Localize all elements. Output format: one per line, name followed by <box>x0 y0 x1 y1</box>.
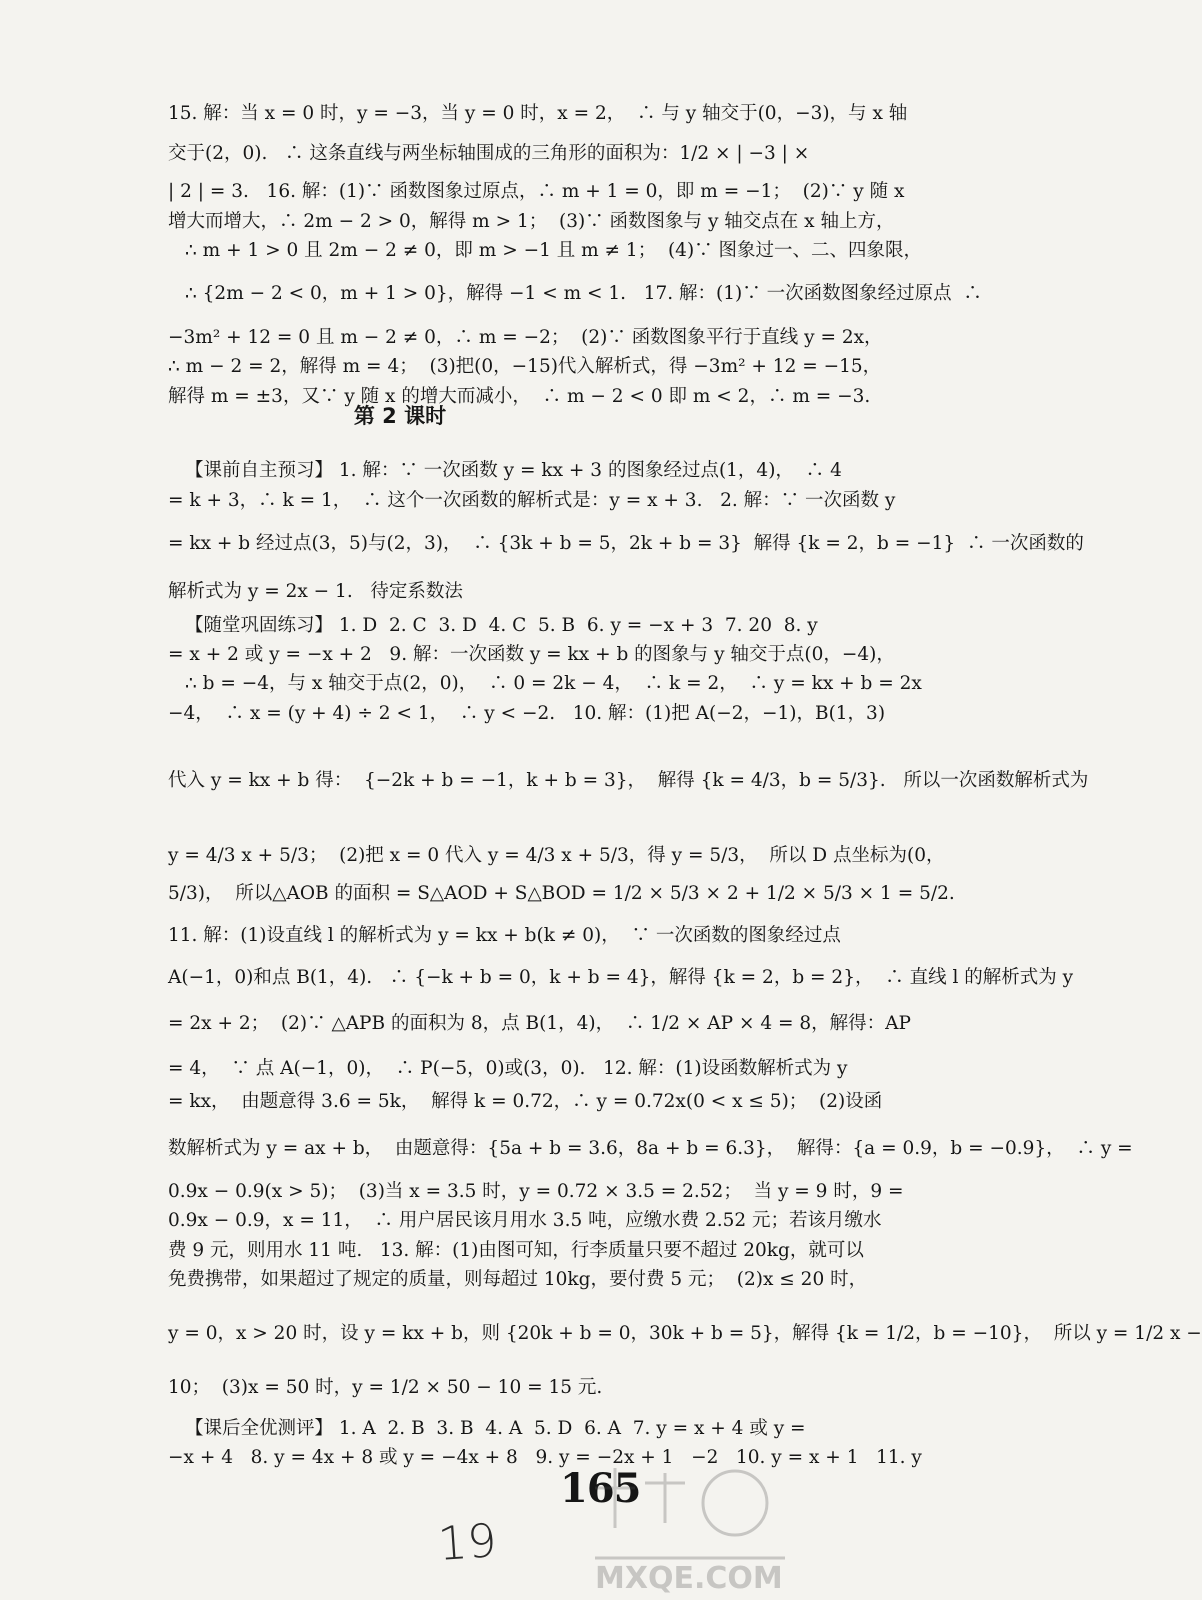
text-line: 免费携带，如果超过了规定的质量，则每超过 10kg，要付费 5 元； (2)x ≤ 20 时， <box>168 1269 868 1290</box>
text-line: 【课前自主预习】 1. 解：∵ 一次函数 y = kx + 3 的图象经过点(1，4)， ∴ 4 <box>185 460 842 481</box>
text-line: −x + 4 8. y = 4x + 8 或 y = −4x + 8 9. y = −2x + 1 −2 10. y = x + 1 11. y <box>168 1447 922 1468</box>
text-line: ∴ m + 1 > 0 且 2m − 2 ≠ 0，即 m > −1 且 m ≠ 1； (4)∵ 图象过一、二、四象限， <box>185 240 923 261</box>
text-line: 10； (3)x = 50 时，y = 1/2 × 50 − 10 = 15 元. <box>168 1377 603 1398</box>
text-line: 【随堂巩固练习】 1. D 2. C 3. D 4. C 5. B 6. y = −x + 3 7. 20 8. y <box>185 615 818 636</box>
handwritten-note: 19 <box>436 1513 499 1571</box>
text-line: 交于(2，0). ∴ 这条直线与两坐标轴围成的三角形的面积为：1/2 × | −3 | × <box>168 143 810 164</box>
text-line: A(−1，0)和点 B(1，4). ∴ {−k + b = 0，k + b = 4}，解得 {k = 2，b = 2}， ∴ 直线 l 的解析式为 y <box>168 967 1074 988</box>
text-line: = 4， ∵ 点 A(−1，0)， ∴ P(−5，0)或(3，0). 12. 解：(1)设函数解析式为 y <box>168 1058 848 1079</box>
text-line: | 2 | = 3. 16. 解：(1)∵ 函数图象过原点，∴ m + 1 = 0，即 m = −1； (2)∵ y 随 x <box>168 181 905 202</box>
text-line: 数解析式为 y = ax + b， 由题意得：{5a + b = 3.6，8a + b = 6.3}， 解得：{a = 0.9，b = −0.9}， ∴ y = <box>168 1138 1133 1159</box>
text-line: = 2x + 2； (2)∵ △APB 的面积为 8，点 B(1，4)， ∴ 1/2 × AP × 4 = 8，解得：AP <box>168 1013 911 1034</box>
text-line: 解析式为 y = 2x − 1. 待定系数法 <box>168 581 463 602</box>
text-line: ∴ {2m − 2 < 0，m + 1 > 0}，解得 −1 < m < 1. 17. 解：(1)∵ 一次函数图象经过原点 ∴ <box>185 283 982 304</box>
text-line: ∴ m − 2 = 2，解得 m = 4； (3)把(0，−15)代入解析式，得 −3m² + 12 = −15， <box>168 356 882 377</box>
text-line: −4， ∴ x = (y + 4) ÷ 2 < 1， ∴ y < −2. 10. 解：(1)把 A(−2，−1)，B(1，3) <box>168 703 886 724</box>
text-line: 15. 解：当 x = 0 时，y = −3，当 y = 0 时，x = 2， ∴ 与 y 轴交于(0，−3)，与 x 轴 <box>168 103 908 124</box>
text-line: = x + 2 或 y = −x + 2 9. 解：一次函数 y = kx + b 的图象与 y 轴交于点(0，−4)， <box>168 644 895 665</box>
text-line: 解得 m = ±3，又∵ y 随 x 的增大而减小， ∴ m − 2 < 0 即 m < 2，∴ m = −3. <box>168 386 871 407</box>
text-line: 11. 解：(1)设直线 l 的解析式为 y = kx + b(k ≠ 0)， ∵ 一次函数的图象经过点 <box>168 925 841 946</box>
watermark-logo-icon <box>585 1458 795 1598</box>
text-line: 增大而增大，∴ 2m − 2 > 0，解得 m > 1； (3)∵ 函数图象与 y 轴交点在 x 轴上方， <box>168 211 895 232</box>
text-line: = k + 3，∴ k = 1， ∴ 这个一次函数的解析式是：y = x + 3. 2. 解：∵ 一次函数 y <box>168 490 896 511</box>
text-line: = kx， 由题意得 3.6 = 5k， 解得 k = 0.72，∴ y = 0.72x(0 < x ≤ 5)； (2)设函 <box>168 1091 883 1112</box>
text-line: 0.9x − 0.9，x = 11， ∴ 用户居民该月用水 3.5 吨，应缴水费 2.52 元；若该月缴水 <box>168 1210 882 1231</box>
text-line: 费 9 元，则用水 11 吨. 13. 解：(1)由图可知，行李质量只要不超过 20kg，就可以 <box>168 1240 864 1261</box>
text-line: y = 4/3 x + 5/3； (2)把 x = 0 代入 y = 4/3 x + 5/3，得 y = 5/3， 所以 D 点坐标为(0， <box>168 845 945 866</box>
text-line: 5/3)， 所以△AOB 的面积 = S△AOD + S△BOD = 1/2 × 5/3 × 2 + 1/2 × 5/3 × 1 = 5/2. <box>168 883 955 904</box>
text-line: ∴ b = −4，与 x 轴交于点(2，0)， ∴ 0 = 2k − 4， ∴ k = 2， ∴ y = kx + b = 2x <box>185 673 922 694</box>
svg-text:MXQE.COM: MXQE.COM <box>595 1561 783 1596</box>
page-number: 165 <box>560 1465 641 1512</box>
section-heading: 第 2 课时 <box>353 404 447 428</box>
text-line: 【课后全优测评】 1. A 2. B 3. B 4. A 5. D 6. A 7. y = x + 4 或 y = <box>185 1418 806 1439</box>
text-line: −3m² + 12 = 0 且 m − 2 ≠ 0，∴ m = −2； (2)∵ 函数图象平行于直线 y = 2x， <box>168 327 883 348</box>
text-line: 代入 y = kx + b 得： {−2k + b = −1，k + b = 3}， 解得 {k = 4/3，b = 5/3}. 所以一次函数解析式为 <box>168 770 1089 791</box>
text-line: 0.9x − 0.9(x > 5)； (3)当 x = 3.5 时，y = 0.72 × 3.5 = 2.52； 当 y = 9 时，9 = <box>168 1181 904 1202</box>
text-line: y = 0，x > 20 时，设 y = kx + b，则 {20k + b = 0，30k + b = 5}，解得 {k = 1/2，b = −10}， 所以 y = 1/2 x − <box>168 1323 1202 1344</box>
text-line: = kx + b 经过点(3，5)与(2，3)， ∴ {3k + b = 5，2k + b = 3} 解得 {k = 2，b = −1} ∴ 一次函数的 <box>168 533 1084 554</box>
